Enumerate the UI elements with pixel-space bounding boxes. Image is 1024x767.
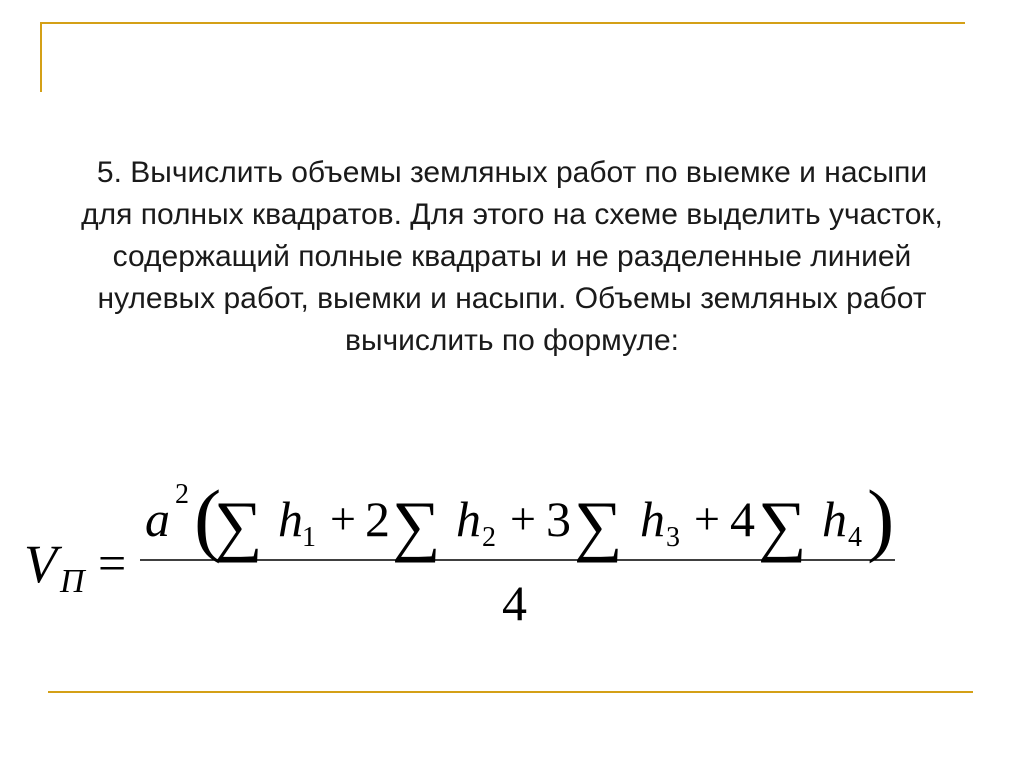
formula-sum-3: ∑ bbox=[574, 487, 623, 563]
formula-h4: h bbox=[822, 491, 847, 547]
instruction-line: для полных квадратов. Для этого на схеме выделить участок, bbox=[81, 198, 943, 231]
formula-h1: h bbox=[278, 491, 303, 547]
formula-h1-subscript: 1 bbox=[302, 522, 316, 553]
formula-h3: h bbox=[640, 491, 665, 547]
instruction-line: содержащий полные квадраты и не разделенные линией bbox=[112, 240, 912, 273]
formula-sum-4: ∑ bbox=[758, 487, 807, 563]
instruction-line: вычислить по формуле: bbox=[345, 324, 679, 357]
formula-coefficient-2: 2 bbox=[365, 491, 390, 547]
instruction-line: нулевых работ, выемки и насыпи. Объемы земляных работ bbox=[97, 282, 927, 315]
formula-close-paren: ) bbox=[867, 473, 895, 564]
formula-a: a bbox=[145, 491, 170, 547]
formula-coefficient-3: 3 bbox=[546, 491, 571, 547]
formula-equals-sign: = bbox=[98, 535, 127, 591]
formula-a-exponent: 2 bbox=[175, 479, 189, 510]
instruction-line: 5. Вычислить объемы земляных работ по выемке и насыпи bbox=[96, 156, 928, 189]
formula-lhs-variable: V bbox=[24, 534, 57, 594]
formula-h2: h bbox=[456, 491, 481, 547]
formula-sum-2: ∑ bbox=[392, 487, 441, 563]
formula-lhs-subscript: П bbox=[60, 563, 85, 600]
formula-plus-3: + bbox=[694, 493, 720, 544]
formula-sum-1: ∑ bbox=[214, 487, 263, 563]
formula-coefficient-4: 4 bbox=[730, 491, 755, 547]
formula-h4-subscript: 4 bbox=[848, 522, 862, 553]
formula-plus-2: + bbox=[510, 493, 536, 544]
formula-plus-1: + bbox=[330, 493, 356, 544]
formula-h3-subscript: 3 bbox=[666, 522, 680, 553]
formula-denominator: 4 bbox=[502, 575, 527, 631]
formula-h2-subscript: 2 bbox=[482, 522, 496, 553]
formula-open-paren: ( bbox=[194, 473, 222, 564]
